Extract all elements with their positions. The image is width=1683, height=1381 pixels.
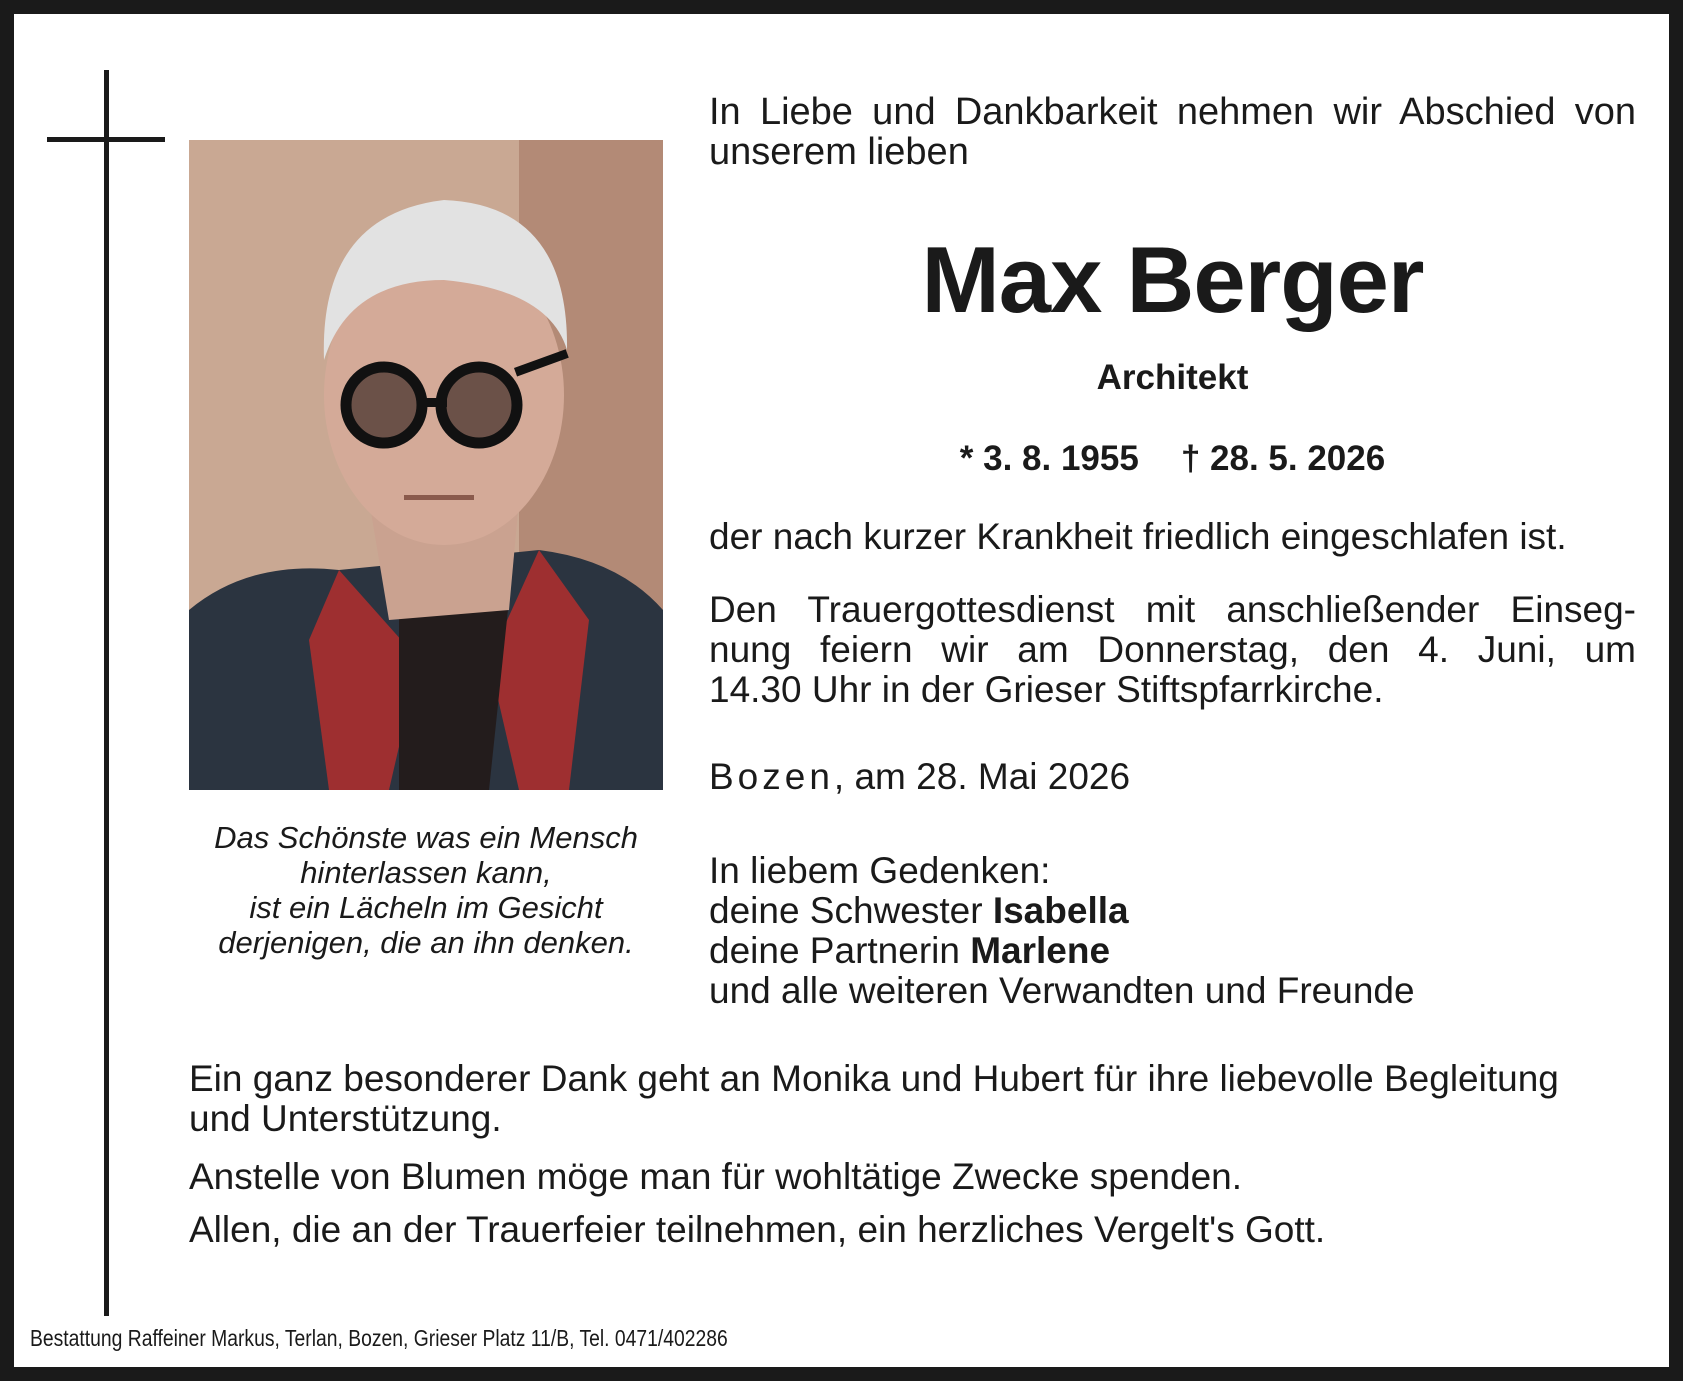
service-line: nung feiern wir am Donnerstag, den 4. Juni, um [709,629,1636,670]
cross-horizontal-bar [47,137,165,142]
life-dates [709,439,1636,479]
thanks-line: Ein ganz besonderer Dank geht an Monika und Hubert für ihre liebevolle Begleitung [189,1058,1559,1099]
family-others: und alle weiteren Verwandten und Freunde [709,970,1415,1011]
birth-date: * 3. 8. 1955 [959,439,1139,478]
service-line: Den Trauergottesdienst mit anschließender Einseg- [709,589,1636,630]
memorial-quote [189,820,663,960]
service-announcement [709,590,1636,710]
place-city: Bozen [709,756,834,797]
thanks-line: und Unterstützung. [189,1098,502,1139]
donation-note: Anstelle von Blumen möge man für wohltätige Zwecke spenden. [189,1156,1243,1197]
funeral-home-footer: Bestattung Raffeiner Markus, Terlan, Bozen, Grieser Platz 11/B, Tel. 0471/402286 [30,1325,728,1351]
family-partner [709,931,1636,971]
family-signatures [709,851,1636,1011]
family-partner-name: Marlene [970,930,1111,971]
quote-line: derjenigen, die an ihn denken. [218,925,634,960]
family-sister-prefix: deine Schwester [709,890,993,931]
family-sister-name: Isabella [992,890,1129,931]
death-date: † 28. 5. 2026 [1180,439,1386,478]
deceased-name: Max Berger [921,227,1424,332]
family-heading: In liebem Gedenken: [709,850,1051,891]
quote-line: ist ein Lächeln im Gesicht [249,890,603,925]
portrait-photo [189,140,663,790]
obituary-card [14,14,1669,1367]
family-partner-prefix: deine Partnerin [709,930,971,971]
place-date: , am 28. Mai 2026 [833,756,1131,797]
thanks-section [189,1059,1636,1250]
family-sister [709,891,1636,931]
intro-line: unserem lieben [709,131,969,173]
intro-line: In Liebe und Dankbarkeit nehmen wir Abschied von [709,91,1636,133]
portrait-illustration [189,140,663,790]
passing-text: der nach kurzer Krankheit friedlich eingeschlafen ist. [709,516,1567,557]
thanks-paragraph [189,1059,1636,1139]
place-and-date [709,757,1636,797]
deceased-profession: Architekt [1096,358,1249,397]
cross-vertical-bar [104,70,109,1316]
service-line: 14.30 Uhr in der Grieser Stiftspfarrkirche. [709,669,1384,710]
closing-thanks: Allen, die an der Trauerfeier teilnehmen, ein herzliches Vergelt's Gott. [189,1209,1326,1250]
quote-line: hinterlassen kann, [300,855,552,890]
quote-line: Das Schönste was ein Mensch [214,820,638,855]
intro-text [709,92,1636,172]
